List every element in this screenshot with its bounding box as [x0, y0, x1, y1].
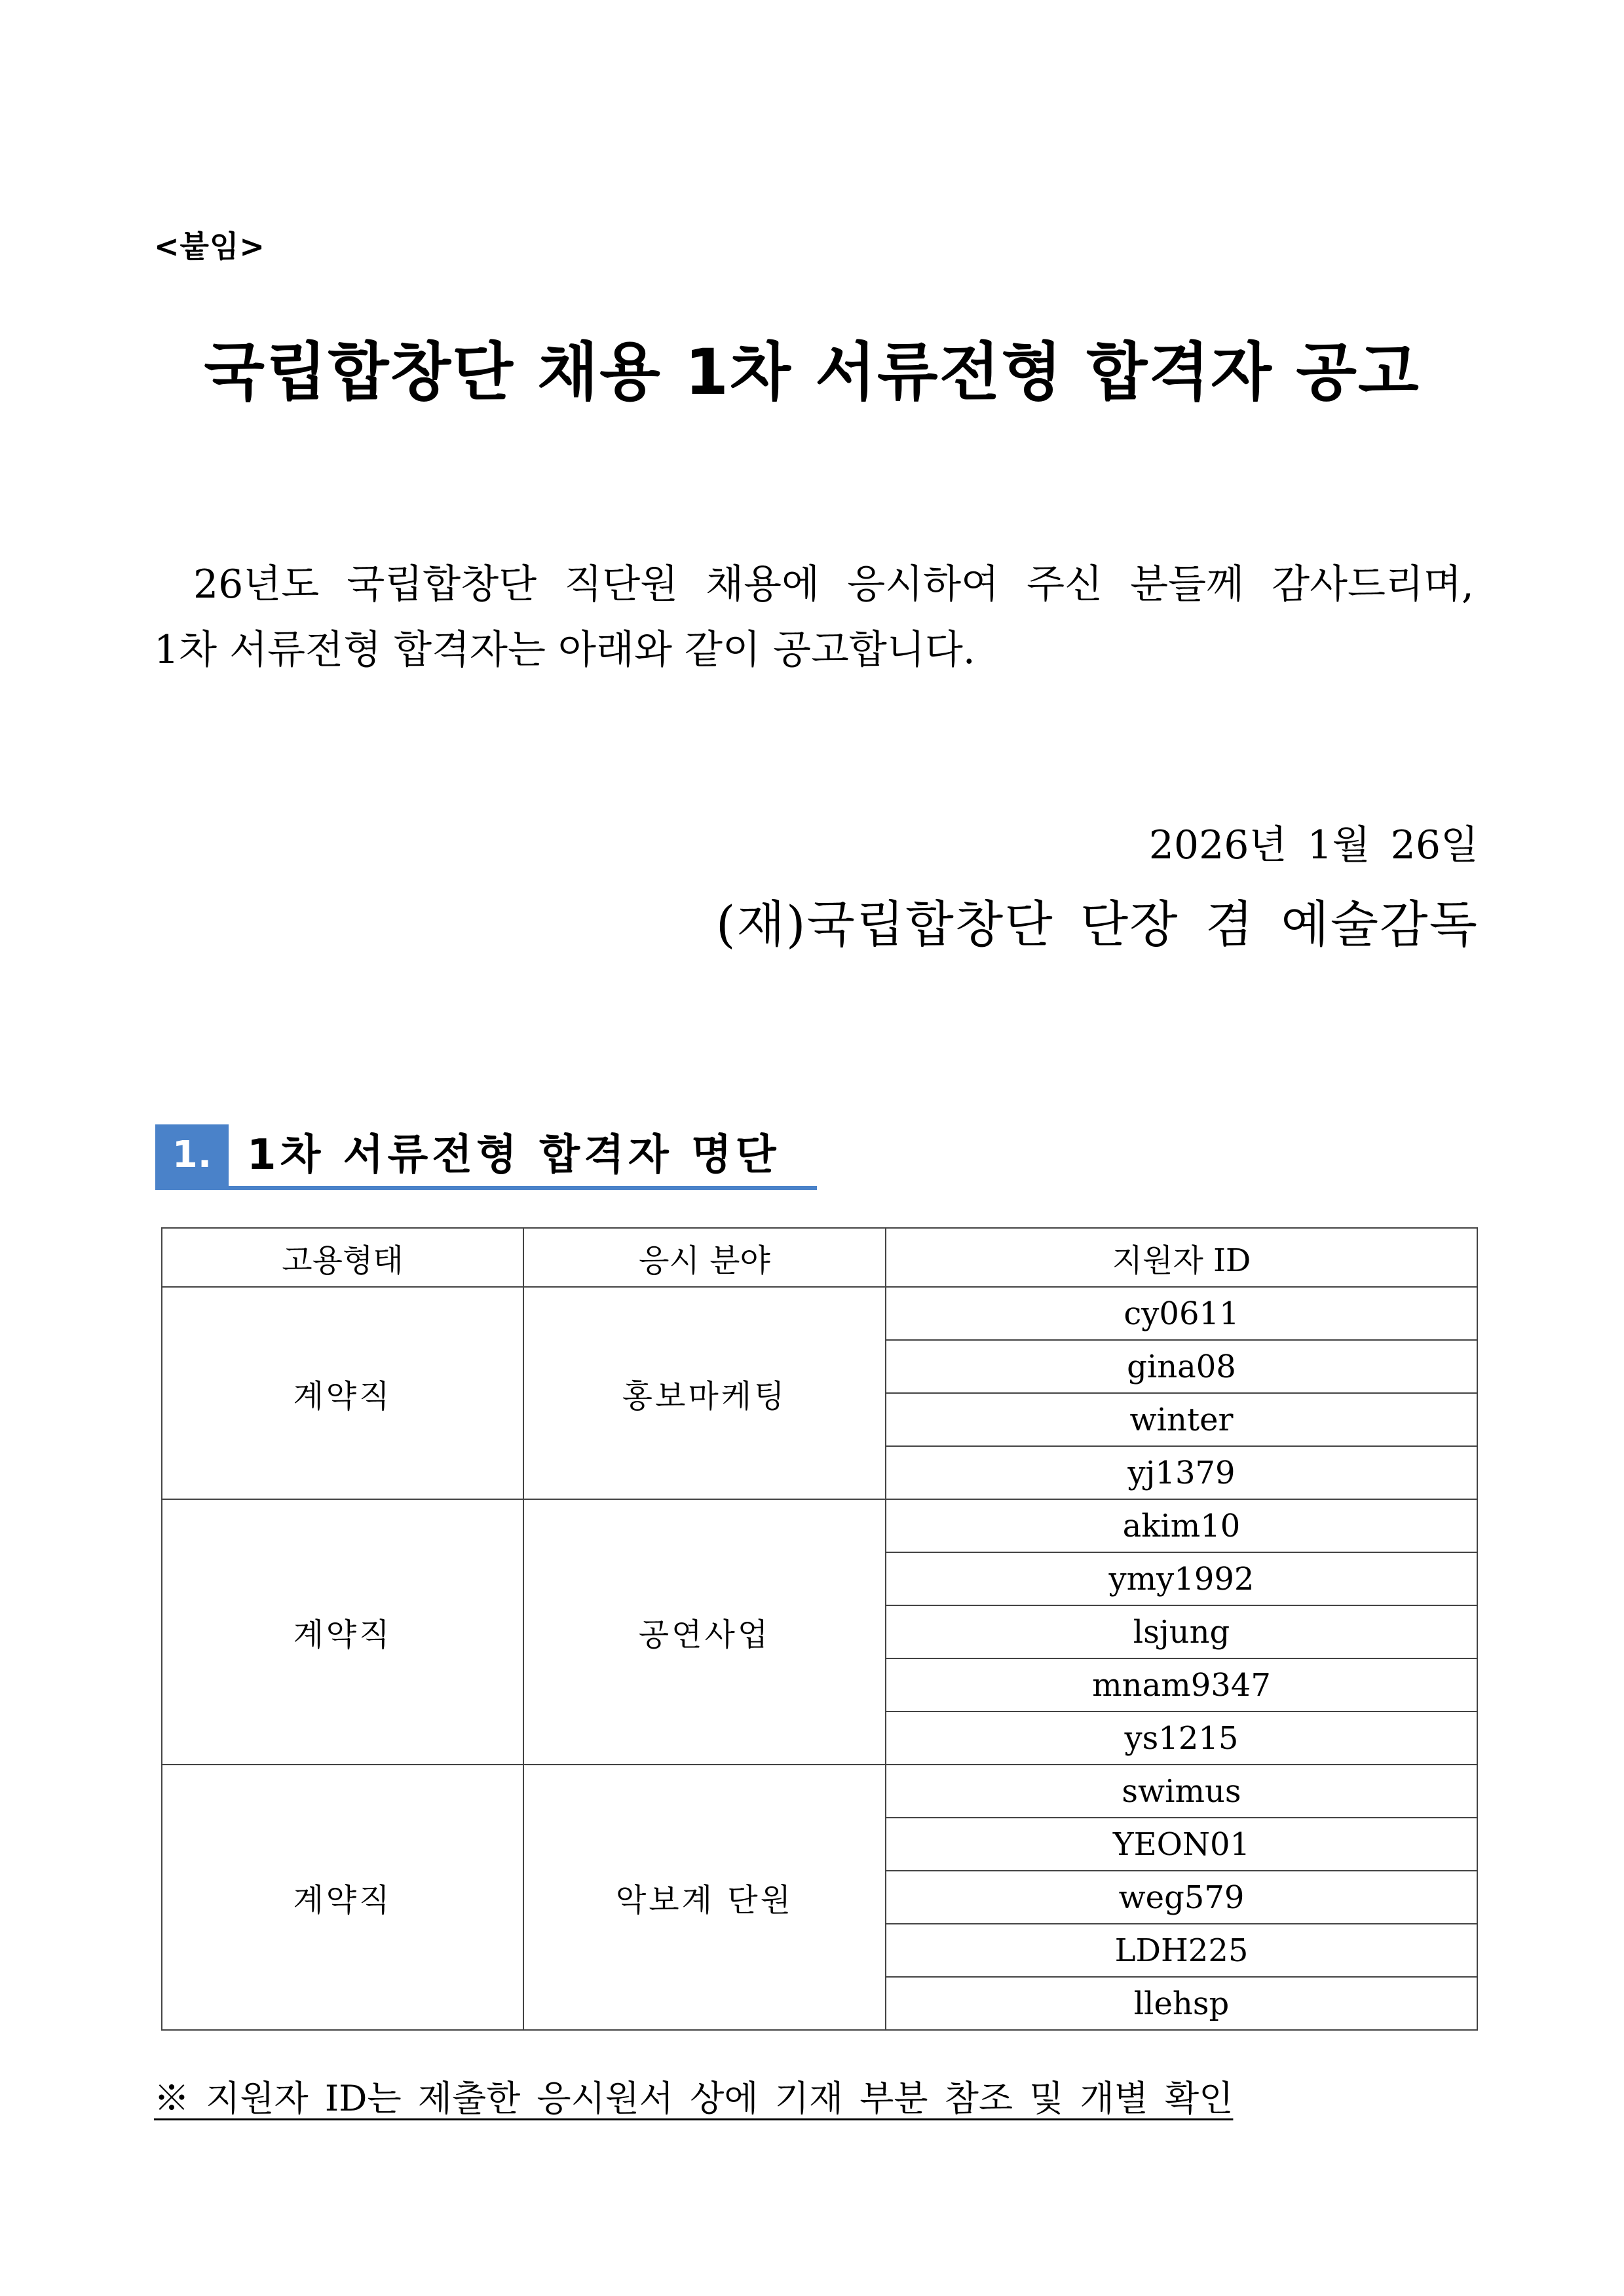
employment-type-cell: 계약직: [162, 1499, 523, 1765]
application-field-cell: 악보계 단원: [523, 1765, 886, 2030]
applicant-id-cell: swimus: [886, 1765, 1477, 1818]
issuer-name: (재)국립합창단 단장 겸 예술감독: [715, 895, 1479, 953]
attachment-label: <붙임>: [154, 229, 265, 264]
section-number-badge: 1.: [155, 1124, 229, 1186]
applicant-id-cell: YEON01: [886, 1818, 1477, 1871]
section-heading: [155, 1124, 817, 1190]
applicant-id-cell: weg579: [886, 1871, 1477, 1924]
applicant-id-cell: winter: [886, 1393, 1477, 1446]
application-field-cell: 홍보마케팅: [523, 1287, 886, 1499]
applicant-id-cell: ys1215: [886, 1712, 1477, 1765]
table-row: [162, 1287, 1477, 1340]
employment-type-cell: 계약직: [162, 1287, 523, 1499]
applicant-id-cell: yj1379: [886, 1446, 1477, 1499]
applicant-id-cell: gina08: [886, 1340, 1477, 1393]
applicant-id-cell: mnam9347: [886, 1658, 1477, 1712]
footnote: ※ 지원자 ID는 제출한 응시원서 상에 기재 부분 참조 및 개별 확인: [154, 2078, 1234, 2119]
header-employment-type: 고용형태: [162, 1228, 523, 1287]
applicant-id-cell: LDH225: [886, 1924, 1477, 1977]
application-field-cell: 공연사업: [523, 1499, 886, 1765]
intro-line-1: 26년도 국립합창단 직단원 채용에 응시하여 주신 분들께 감사드리며,: [193, 562, 1474, 607]
header-application-field: 응시 분야: [523, 1228, 886, 1287]
page-title: 국립합창단 채용 1차 서류전형 합격자 공고: [204, 335, 1420, 409]
intro-paragraph: [154, 552, 1474, 683]
applicant-id-cell: llehsp: [886, 1977, 1477, 2030]
table-row: [162, 1765, 1477, 1818]
applicant-id-cell: lsjung: [886, 1605, 1477, 1658]
applicant-id-cell: ymy1992: [886, 1552, 1477, 1605]
employment-type-cell: 계약직: [162, 1765, 523, 2030]
section-title: 1차 서류전형 합격자 명단: [247, 1131, 780, 1179]
table-header-row: [162, 1228, 1477, 1287]
announcement-date: 2026년 1월 26일: [1148, 822, 1479, 868]
intro-line-2: 1차 서류전형 합격자는 아래와 같이 공고합니다.: [154, 627, 975, 673]
table-row: [162, 1499, 1477, 1552]
applicant-table: [161, 1227, 1478, 2031]
applicant-id-cell: akim10: [886, 1499, 1477, 1552]
applicant-id-cell: cy0611: [886, 1287, 1477, 1340]
header-applicant-id: 지원자 ID: [886, 1228, 1477, 1287]
